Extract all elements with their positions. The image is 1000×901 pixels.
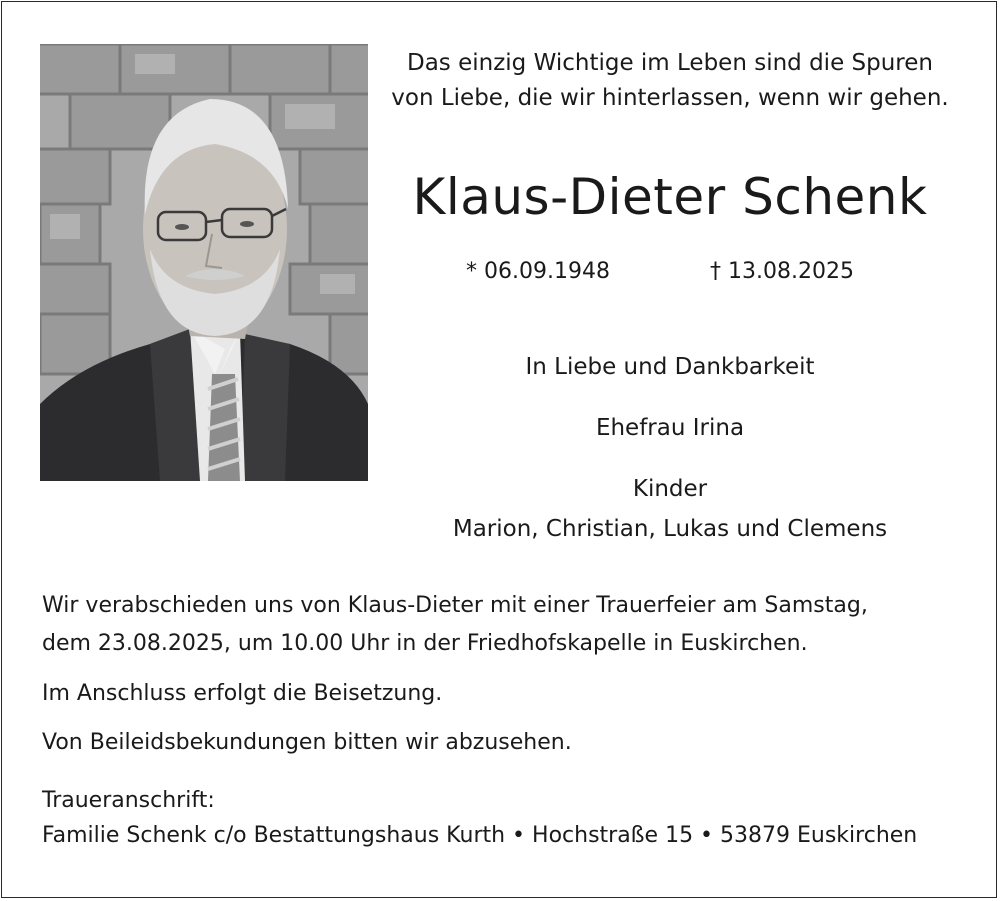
death-date: [710, 256, 854, 288]
quote-line: von Liebe, die wir hinterlassen, wenn wir gehen.: [391, 85, 949, 111]
quote: [370, 46, 970, 116]
birth-date: [466, 256, 610, 288]
address-heading: Traueranschrift:: [42, 788, 215, 813]
service-line: dem 23.08.2025, um 10.00 Uhr in der Friedhofskapelle in Euskirchen.: [42, 631, 808, 656]
children-names: Marion, Christian, Lukas und Clemens: [452, 516, 888, 542]
birth-symbol: *: [466, 259, 477, 284]
deceased-name: Klaus-Dieter Schenk: [412, 168, 928, 226]
quote-line: Das einzig Wichtige im Leben sind die Spuren: [407, 50, 933, 76]
service-line: Wir verabschieden uns von Klaus-Dieter mit einer Trauerfeier am Samstag,: [42, 593, 868, 618]
portrait-photo: [40, 44, 368, 481]
death-cross-symbol: †: [710, 259, 721, 284]
death-date-value: 13.08.2025: [728, 259, 854, 284]
address: Familie Schenk c/o Bestattungshaus Kurth • Hochstraße 15 • 53879 Euskirchen: [42, 823, 918, 848]
burial-note: Im Anschluss erfolgt die Beisetzung.: [42, 681, 443, 706]
children-heading: Kinder: [632, 476, 708, 502]
condolences-note: Von Beileidsbekundungen bitten wir abzusehen.: [42, 730, 572, 755]
portrait-image: [40, 44, 368, 481]
birth-date-value: 06.09.1948: [484, 259, 610, 284]
spouse: Ehefrau Irina: [595, 415, 745, 441]
dedication: In Liebe und Dankbarkeit: [525, 354, 815, 380]
